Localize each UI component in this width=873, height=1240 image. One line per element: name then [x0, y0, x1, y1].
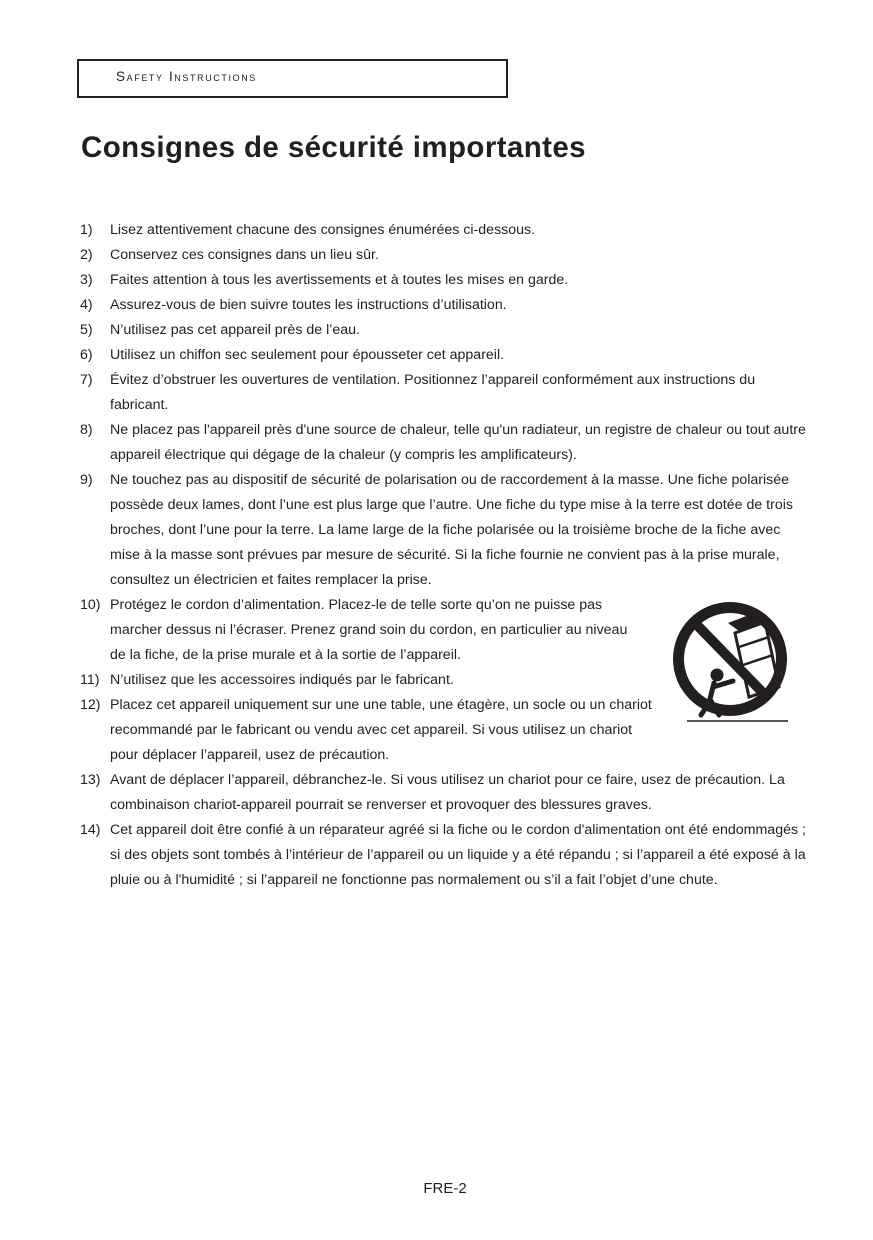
item-text: Évitez d’obstruer les ouvertures de ventilation. Positionnez l’appareil conformément aux instructions du fabricant. — [110, 372, 756, 413]
item-number: 14) — [80, 822, 101, 838]
item-text: Ne touchez pas au dispositif de sécurité de polarisation ou de raccordement à la masse. Une fiche polarisée possède deux lames, dont l’une est plus large que l’autre. Une fiche du type mise à la terre est dotée de trois broches, dont l’une pour la terre. La lame large de la fiche polarisée ou la troisième broche de la fiche avec mise à la masse sont prévues par mesure de sécurité. Si la fiche fournie ne convient pas à la prise murale, consultez un électricien et faites remplacer la prise. — [110, 472, 793, 588]
section-label: Safety Instructions — [116, 69, 257, 84]
list-item — [80, 693, 655, 768]
item-text: Placez cet appareil uniquement sur une une table, une étagère, un socle ou un chariot recommandé par le fabricant ou vendu avec cet appareil. Si vous utilisez un chariot pour déplacer l’appareil, usez de précaution. — [110, 697, 652, 763]
item-text: N’utilisez que les accessoires indiqués par le fabricant. — [110, 672, 454, 688]
item-number: 5) — [80, 322, 93, 338]
item-number: 6) — [80, 347, 93, 363]
item-number: 11) — [80, 672, 100, 688]
item-number: 3) — [80, 272, 93, 288]
item-text: Avant de déplacer l’appareil, débranchez-le. Si vous utilisez un chariot pour ce faire, usez de précaution. La combinaison chariot-appareil pourrait se renverser et provoquer des blessures graves. — [110, 772, 785, 813]
cart-tip-over-warning-icon — [673, 597, 788, 723]
item-text: Lisez attentivement chacune des consignes énumérées ci-dessous. — [110, 222, 536, 238]
list-item — [80, 293, 812, 318]
list-item — [80, 368, 812, 418]
item-number: 13) — [80, 772, 101, 788]
list-item — [80, 343, 812, 368]
item-number: 2) — [80, 247, 93, 263]
list-item — [80, 243, 812, 268]
item-text: Ne placez pas l'appareil près d'une source de chaleur, telle qu'un radiateur, un registre de chaleur ou tout autre appareil électrique qui dégage de la chaleur (y compris les amplificateurs). — [110, 422, 806, 463]
item-text: N’utilisez pas cet appareil près de l’eau. — [110, 322, 360, 338]
item-number: 8) — [80, 422, 93, 438]
item-number: 7) — [80, 372, 93, 388]
item-text: Assurez-vous de bien suivre toutes les instructions d’utilisation. — [110, 297, 507, 313]
list-item — [80, 818, 812, 893]
list-item — [80, 318, 812, 343]
list-item — [80, 468, 812, 593]
list-item — [80, 268, 812, 293]
list-item — [80, 418, 812, 468]
page-title: Consignes de sécurité importantes — [81, 131, 586, 164]
item-text: Protégez le cordon d’alimentation. Placez-le de telle sorte qu’on ne puisse pas marcher dessus ni l’écraser. Prenez grand soin du cordon, en particulier au niveau de la fiche, de la prise murale et à la sortie de l’appareil. — [110, 597, 628, 663]
item-text: Conservez ces consignes dans un lieu sûr. — [110, 247, 379, 263]
item-number: 1) — [80, 222, 93, 238]
item-number: 10) — [80, 597, 101, 613]
list-item — [80, 593, 646, 668]
instruction-list — [80, 218, 812, 893]
item-text: Utilisez un chiffon sec seulement pour épousseter cet appareil. — [110, 347, 505, 363]
item-number: 12) — [80, 697, 101, 713]
page-number: FRE-2 — [423, 1180, 467, 1197]
list-item — [80, 218, 812, 243]
item-text: Cet appareil doit être confié à un réparateur agréé si la fiche ou le cordon d'alimentation ont été endommagés ; si des objets sont tombés à l’intérieur de l’appareil ou un liquide y a été répandu ; si l’appareil a été exposé à la pluie ou à l'humidité ; si l’appareil ne fonctionne pas normalement ou s’il a fait l’objet d’une chute. — [110, 822, 806, 888]
item-number: 9) — [80, 472, 93, 488]
item-number: 4) — [80, 297, 93, 313]
list-item — [80, 768, 812, 818]
item-text: Faites attention à tous les avertissements et à toutes les mises en garde. — [110, 272, 569, 288]
